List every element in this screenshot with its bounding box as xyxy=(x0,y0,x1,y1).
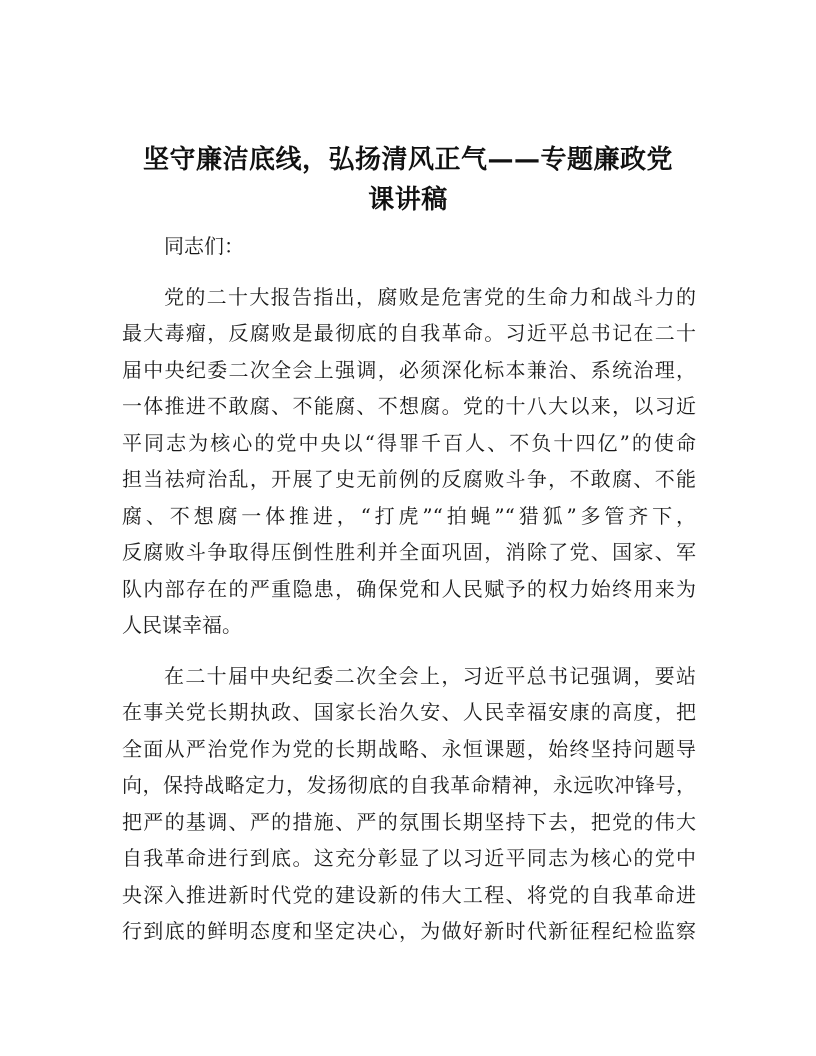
paragraph-line: 央深入推进新时代党的建设新的伟大工程、将党的自我革命进 xyxy=(122,882,696,907)
paragraph-line: 人民谋幸福。 xyxy=(122,613,242,637)
paragraph-2 xyxy=(122,658,696,950)
paragraph-line: 腐、不想腐一体推进，“打虎”“拍蝇”“猎狐”多管齐下， xyxy=(122,503,696,528)
paragraph-1 xyxy=(122,279,696,644)
document-title xyxy=(110,140,706,220)
title-line-2: 课讲稿 xyxy=(368,185,448,215)
paragraph-line: 全面从严治党作为党的长期战略、永恒课题，始终坚持问题导 xyxy=(122,736,696,761)
salutation: 同志们： xyxy=(164,234,244,258)
paragraph-line: 在事关党长期执政、国家长治久安、人民幸福安康的高度，把 xyxy=(122,700,696,724)
document-body xyxy=(122,228,696,964)
paragraph-line: 把严的基调、严的措施、严的氛围长期坚持下去，把党的伟大 xyxy=(122,809,696,834)
title-line-1: 坚守廉洁底线，弘扬清风正气——专题廉政党 xyxy=(142,145,673,175)
paragraph-line: 平同志为核心的党中央以“得罪千百人、不负十四亿”的使命 xyxy=(122,430,696,455)
paragraph-line: 担当祛疴治乱，开展了史无前例的反腐败斗争，不敢腐、不能 xyxy=(122,467,696,491)
paragraph-line: 向，保持战略定力，发扬彻底的自我革命精神，永远吹冲锋号， xyxy=(122,773,696,797)
paragraph-line: 党的二十大报告指出，腐败是危害党的生命力和战斗力的 xyxy=(164,284,696,309)
paragraph-line: 行到底的鲜明态度和坚定决心，为做好新时代新征程纪检监察 xyxy=(122,919,696,943)
paragraph-line: 一体推进不敢腐、不能腐、不想腐。党的十八大以来，以习近 xyxy=(122,394,696,418)
paragraph-line: 届中央纪委二次全会上强调，必须深化标本兼治、系统治理， xyxy=(122,357,696,382)
paragraph-line: 在二十届中央纪委二次全会上，习近平总书记强调，要站 xyxy=(164,663,696,688)
paragraph-line: 反腐败斗争取得压倒性胜利并全面巩固，消除了党、国家、军 xyxy=(122,540,696,564)
paragraph-line: 自我革命进行到底。这充分彰显了以习近平同志为核心的党中 xyxy=(122,846,696,870)
paragraph-line: 队内部存在的严重隐患，确保党和人民赋予的权力始终用来为 xyxy=(122,576,696,601)
paragraph-line: 最大毒瘤，反腐败是最彻底的自我革命。习近平总书记在二十 xyxy=(122,321,696,345)
